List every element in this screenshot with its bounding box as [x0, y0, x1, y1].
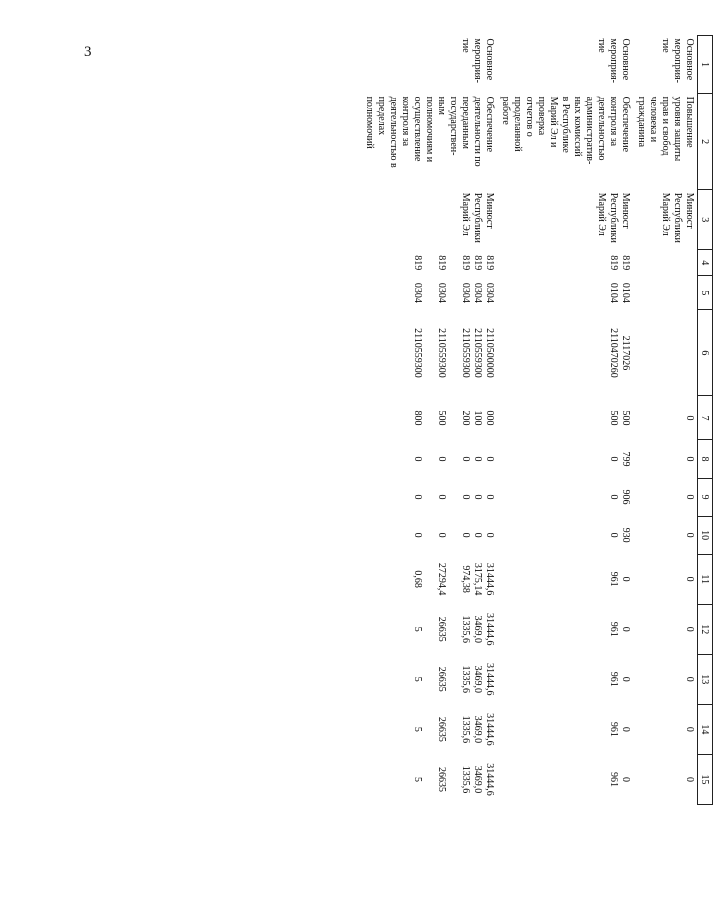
cell-col-13	[361, 654, 497, 704]
cell-line: 0104	[608, 282, 619, 303]
cell-line: Минюст	[684, 192, 695, 229]
cell-line: мероприя-	[608, 38, 619, 83]
cell-line: 2110500000	[484, 328, 495, 378]
cell-line: 0	[460, 494, 471, 500]
column-header-7: 7	[698, 396, 713, 440]
cell-line: полномочий	[364, 96, 375, 149]
cell-col-8	[361, 440, 497, 478]
page-number: 3	[84, 44, 92, 60]
table-body	[361, 36, 698, 805]
cell-line: 0	[484, 456, 495, 462]
cell-line: человека и	[648, 96, 659, 143]
cell-line: 26635	[436, 616, 447, 642]
cell-line: 0304	[484, 282, 495, 303]
cell-line	[423, 481, 435, 513]
cell-line: 819	[412, 255, 423, 271]
cell-line: работе	[500, 96, 511, 125]
cell-col-15	[633, 754, 698, 804]
column-header-4: 4	[698, 250, 713, 276]
cell-col-12	[633, 604, 698, 654]
cell-col-9	[361, 478, 497, 516]
cell-line: 3469,0	[472, 765, 483, 794]
cell-line: мероприя-	[672, 38, 683, 83]
cell-line	[447, 279, 459, 307]
column-header-9: 9	[698, 478, 713, 516]
column-header-10: 10	[698, 516, 713, 554]
cell-line: 2110559300	[460, 328, 471, 378]
cell-line: 0	[412, 532, 423, 538]
cell-line	[423, 607, 435, 651]
cell-line: отчетов о	[524, 96, 535, 137]
cell-col-8	[633, 440, 698, 478]
column-header-13: 13	[698, 654, 713, 704]
column-header-14: 14	[698, 704, 713, 754]
cell-line: 0	[436, 456, 447, 462]
cell-line: 819	[620, 255, 631, 271]
cell-line: Марий Эл	[660, 192, 671, 236]
cell-line	[447, 481, 459, 513]
table-row	[361, 36, 497, 805]
cell-line: уровня защиты	[672, 96, 683, 162]
cell-line	[423, 757, 435, 801]
cell-col-9	[633, 478, 698, 516]
cell-line: 0	[684, 415, 695, 421]
cell-line: 0	[484, 494, 495, 500]
cell-line: Минюст	[484, 192, 495, 229]
cell-line: 961	[608, 571, 619, 587]
cell-line: 0	[620, 576, 631, 582]
cell-line: 0	[608, 532, 619, 538]
cell-line: 0104	[620, 282, 631, 303]
cell-line: 0	[684, 456, 695, 462]
cell-line: 0	[608, 494, 619, 500]
cell-line	[423, 657, 435, 701]
cell-col-6	[497, 310, 633, 396]
cell-line: 1335,6	[460, 765, 471, 794]
cell-line: 1335,6	[460, 715, 471, 744]
cell-line: мероприя-	[472, 38, 483, 83]
cell-line: Республики	[472, 192, 483, 243]
cell-col-10	[361, 516, 497, 554]
cell-line: 26635	[436, 766, 447, 792]
cell-line: тие	[660, 38, 671, 53]
cell-line	[447, 313, 459, 393]
cell-line: 0304	[436, 282, 447, 303]
cell-line: 800	[412, 410, 423, 426]
cell-line: тие	[596, 38, 607, 53]
cell-line: 0	[620, 776, 631, 782]
cell-line: Минюст	[620, 192, 631, 229]
cell-col-1	[497, 36, 633, 94]
table-row	[633, 36, 698, 805]
cell-line: 200	[460, 410, 471, 426]
cell-line	[447, 657, 459, 701]
cell-line: Обеспечение	[620, 96, 631, 153]
cell-line: 0	[684, 494, 695, 500]
cell-line: Марий Эл	[460, 192, 471, 236]
cell-line: переданным	[460, 96, 471, 149]
cell-line	[423, 707, 435, 751]
cell-col-6	[361, 310, 497, 396]
cell-line: 930	[620, 527, 631, 543]
cell-line: 0	[608, 456, 619, 462]
cell-line: пределах	[376, 96, 387, 136]
cell-line: 799	[620, 451, 631, 467]
cell-col-11	[633, 554, 698, 604]
cell-line: 961	[608, 671, 619, 687]
cell-line: 0	[620, 676, 631, 682]
cell-line: 3469,0	[472, 715, 483, 744]
cell-line: 0304	[460, 282, 471, 303]
budget-table	[361, 35, 713, 805]
cell-col-11	[361, 554, 497, 604]
cell-line: 5	[412, 676, 423, 682]
cell-col-2	[633, 94, 698, 190]
cell-col-4	[497, 250, 633, 276]
cell-line: Республики	[672, 192, 683, 243]
cell-line: 100	[472, 410, 483, 426]
cell-line: 31444,6	[484, 562, 495, 596]
cell-col-5	[361, 276, 497, 310]
cell-line	[423, 279, 435, 307]
cell-line: 26635	[436, 666, 447, 692]
cell-col-7	[497, 396, 633, 440]
cell-line	[447, 519, 459, 551]
cell-line	[447, 607, 459, 651]
cell-line: 5	[412, 776, 423, 782]
column-header-6: 6	[698, 310, 713, 396]
cell-line: 1335,6	[460, 615, 471, 643]
cell-line: Основное	[484, 38, 495, 81]
cell-col-14	[361, 704, 497, 754]
cell-line: в Республике	[560, 96, 571, 153]
cell-line: 0	[436, 532, 447, 538]
cell-line: 0304	[412, 282, 423, 303]
cell-line	[423, 557, 435, 601]
cell-line: 0	[460, 532, 471, 538]
cell-col-6	[633, 310, 698, 396]
column-header-5: 5	[698, 276, 713, 310]
cell-line: 31444,6	[484, 763, 495, 796]
cell-col-12	[497, 604, 633, 654]
cell-col-4	[633, 250, 698, 276]
cell-line: Марий Эл и	[548, 96, 559, 148]
cell-col-13	[633, 654, 698, 704]
cell-col-7	[633, 396, 698, 440]
cell-line	[423, 519, 435, 551]
column-header-11: 11	[698, 554, 713, 604]
header-row	[698, 36, 713, 805]
cell-line: 0	[620, 726, 631, 732]
cell-line: 0	[472, 532, 483, 538]
cell-line: 2110559300	[436, 328, 447, 378]
cell-line: 906	[620, 489, 631, 505]
cell-line: 31444,6	[484, 713, 495, 746]
cell-line: проверка	[536, 96, 547, 136]
cell-line: 0	[684, 676, 695, 682]
cell-line: 0	[472, 456, 483, 462]
column-header-12: 12	[698, 604, 713, 654]
cell-line: деятельности по	[472, 96, 483, 167]
cell-col-3	[633, 190, 698, 250]
table-row	[497, 36, 633, 805]
cell-line	[447, 253, 459, 273]
cell-line	[423, 253, 435, 273]
cell-line: 819	[484, 255, 495, 271]
cell-line	[447, 399, 459, 437]
cell-col-11	[497, 554, 633, 604]
cell-line: 2110470260	[608, 328, 619, 378]
cell-line	[423, 313, 435, 393]
cell-line: 5	[412, 626, 423, 632]
cell-line: ных комиссий	[572, 96, 583, 157]
cell-line: Повышение	[684, 96, 695, 148]
cell-line: 819	[436, 255, 447, 271]
cell-line: 26635	[436, 716, 447, 742]
cell-line: деятельностью	[596, 96, 607, 161]
cell-line: проделанной	[512, 96, 523, 152]
cell-col-1	[633, 36, 698, 94]
cell-line: 0	[684, 532, 695, 538]
cell-line: 961	[608, 771, 619, 787]
cell-line: 974,38	[460, 565, 471, 593]
cell-col-3	[497, 190, 633, 250]
cell-line: 819	[608, 255, 619, 271]
cell-col-2	[361, 94, 497, 190]
cell-col-8	[497, 440, 633, 478]
cell-line: 2110559300	[472, 328, 483, 378]
cell-col-12	[361, 604, 497, 654]
cell-line: 0	[684, 626, 695, 632]
cell-line: Марий Эл	[596, 192, 607, 236]
cell-line: 0	[436, 494, 447, 500]
cell-col-15	[361, 754, 497, 804]
column-header-8: 8	[698, 440, 713, 478]
cell-line	[447, 443, 459, 475]
cell-line: государствен-	[448, 96, 459, 156]
column-header-15: 15	[698, 754, 713, 804]
cell-line: 2117026	[620, 335, 631, 371]
cell-line: 0	[684, 576, 695, 582]
cell-col-2	[497, 94, 633, 190]
cell-line: 0	[412, 456, 423, 462]
cell-line: ным	[436, 96, 447, 115]
cell-line: 27294,4	[436, 562, 447, 596]
cell-line: 961	[608, 621, 619, 637]
cell-line: 819	[460, 255, 471, 271]
cell-col-15	[497, 754, 633, 804]
cell-line: 0	[472, 494, 483, 500]
cell-line: административ-	[584, 96, 595, 165]
cell-line: 0	[484, 532, 495, 538]
cell-line: 0	[684, 776, 695, 782]
cell-line: Обеспечение	[484, 96, 495, 153]
cell-line	[423, 399, 435, 437]
cell-line: 0	[412, 494, 423, 500]
cell-line: контроля за	[400, 96, 411, 147]
cell-line: 0,68	[412, 570, 423, 588]
cell-line: 3175,14	[472, 562, 483, 596]
cell-line: 961	[608, 721, 619, 737]
cell-col-5	[497, 276, 633, 310]
cell-line: 3469,0	[472, 615, 483, 643]
cell-line	[447, 757, 459, 801]
cell-line: 2110559300	[412, 328, 423, 378]
cell-col-5	[633, 276, 698, 310]
column-header-1: 1	[698, 36, 713, 94]
cell-col-3	[361, 190, 497, 250]
cell-line: 0	[684, 726, 695, 732]
cell-line: 0	[620, 626, 631, 632]
cell-col-14	[633, 704, 698, 754]
column-header-3: 3	[698, 190, 713, 250]
cell-line: Республики	[608, 192, 619, 243]
cell-line: деятельностью в	[388, 96, 399, 168]
cell-col-10	[633, 516, 698, 554]
cell-line: 500	[608, 410, 619, 426]
cell-line	[447, 707, 459, 751]
cell-line: полномочиям и	[424, 96, 435, 163]
cell-line: 819	[472, 255, 483, 271]
cell-line: 0304	[472, 282, 483, 303]
cell-col-14	[497, 704, 633, 754]
cell-line: Основное	[620, 38, 631, 81]
cell-line: 000	[484, 410, 495, 426]
cell-col-4	[361, 250, 497, 276]
rotated-sheet	[78, 38, 711, 870]
cell-line: 3469,0	[472, 665, 483, 694]
cell-line: прав и свобод	[660, 96, 671, 156]
cell-line: Основное	[684, 38, 695, 81]
cell-col-1	[361, 36, 497, 94]
cell-col-13	[497, 654, 633, 704]
cell-col-7	[361, 396, 497, 440]
cell-col-10	[497, 516, 633, 554]
cell-line: контроля за	[608, 96, 619, 147]
cell-line: 31444,6	[484, 663, 495, 696]
column-header-2: 2	[698, 94, 713, 190]
cell-line: 5	[412, 726, 423, 732]
cell-col-9	[497, 478, 633, 516]
cell-line: осуществление	[412, 96, 423, 162]
cell-line	[423, 443, 435, 475]
cell-line	[447, 557, 459, 601]
cell-line: 0	[460, 456, 471, 462]
cell-line: 500	[436, 410, 447, 426]
cell-line: тие	[460, 38, 471, 53]
cell-line: 31444,6	[484, 612, 495, 646]
cell-line: 500	[620, 410, 631, 426]
cell-line: 1335,6	[460, 665, 471, 694]
cell-line: гражданина	[636, 96, 647, 148]
